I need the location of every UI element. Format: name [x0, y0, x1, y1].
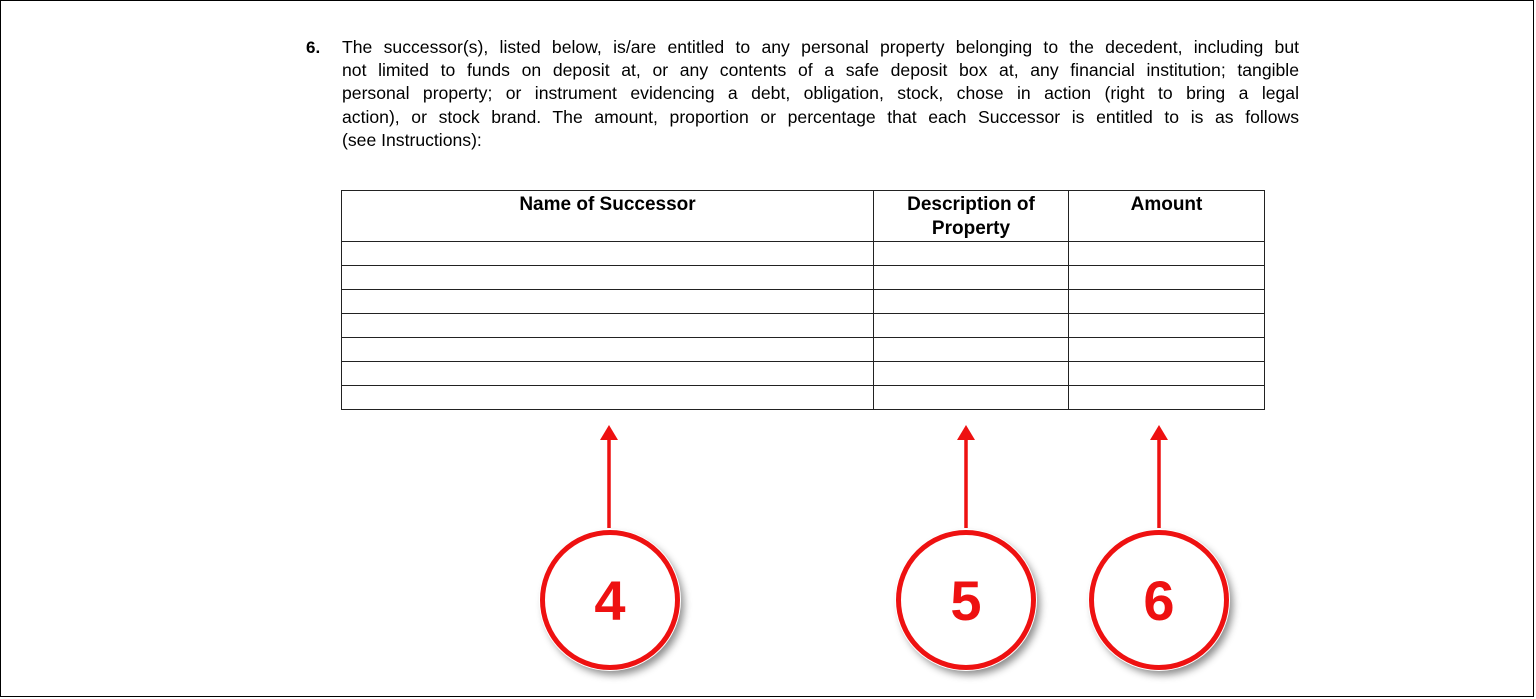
- header-name-label: Name of Successor: [519, 194, 696, 215]
- paragraph-line: action), or stock brand. The amount, proportion or percentage that each Successor is entitled to is as follows: [342, 106, 1299, 127]
- amount-cell[interactable]: [1069, 242, 1265, 266]
- successor-name-cell[interactable]: [342, 386, 874, 410]
- paragraph-line: The successor(s), listed below, is/are entitled to any personal property belonging to the decedent, including but: [342, 37, 1299, 57]
- callout-5: 5: [896, 530, 1036, 670]
- header-amount-label: Amount: [1130, 194, 1203, 215]
- header-amount: [1069, 191, 1265, 242]
- property-description-cell[interactable]: [874, 338, 1069, 362]
- property-description-cell[interactable]: [874, 290, 1069, 314]
- amount-cell[interactable]: [1069, 338, 1265, 362]
- successor-name-cell[interactable]: [342, 242, 874, 266]
- table-row: [342, 362, 1265, 386]
- successor-name-cell[interactable]: [342, 290, 874, 314]
- amount-cell[interactable]: [1069, 314, 1265, 338]
- successor-name-cell[interactable]: [342, 338, 874, 362]
- arrow-up-icon: [1139, 420, 1179, 530]
- table-row: [342, 386, 1265, 410]
- paragraph-line: not limited to funds on deposit at, or any contents of a safe deposit box at, any financial institution; tangible: [342, 60, 1299, 81]
- amount-cell[interactable]: [1069, 290, 1265, 314]
- section-number: 6.: [306, 38, 321, 57]
- table-row: [342, 290, 1265, 314]
- header-name-of-successor: [342, 191, 874, 242]
- header-description-label-2: Property: [931, 218, 1011, 239]
- property-description-cell[interactable]: [874, 386, 1069, 410]
- successor-name-cell[interactable]: [342, 362, 874, 386]
- table-row: [342, 242, 1265, 266]
- successor-name-cell[interactable]: [342, 314, 874, 338]
- property-description-cell[interactable]: [874, 314, 1069, 338]
- arrow-up-icon: [589, 420, 629, 530]
- table-header-row: [342, 191, 1265, 242]
- property-description-cell[interactable]: [874, 242, 1069, 266]
- table-row: [342, 338, 1265, 362]
- property-description-cell[interactable]: [874, 362, 1069, 386]
- successor-name-cell[interactable]: [342, 266, 874, 290]
- header-description-label-1: Description of: [907, 194, 1035, 215]
- amount-cell[interactable]: [1069, 362, 1265, 386]
- successors-table: [341, 190, 1265, 410]
- paragraph-line: personal property; or instrument evidencing a debt, obligation, stock, chose in action (right to bring a legal: [342, 83, 1299, 104]
- amount-cell[interactable]: [1069, 266, 1265, 290]
- callout-6: 6: [1089, 530, 1229, 670]
- property-description-cell[interactable]: [874, 266, 1069, 290]
- table-row: [342, 314, 1265, 338]
- callout-4: 4: [540, 530, 680, 670]
- header-description-of-property: [874, 191, 1069, 242]
- amount-cell[interactable]: [1069, 386, 1265, 410]
- section-paragraph: [342, 36, 1299, 152]
- table-row: [342, 266, 1265, 290]
- paragraph-line: (see Instructions):: [342, 129, 482, 150]
- arrow-up-icon: [946, 420, 986, 530]
